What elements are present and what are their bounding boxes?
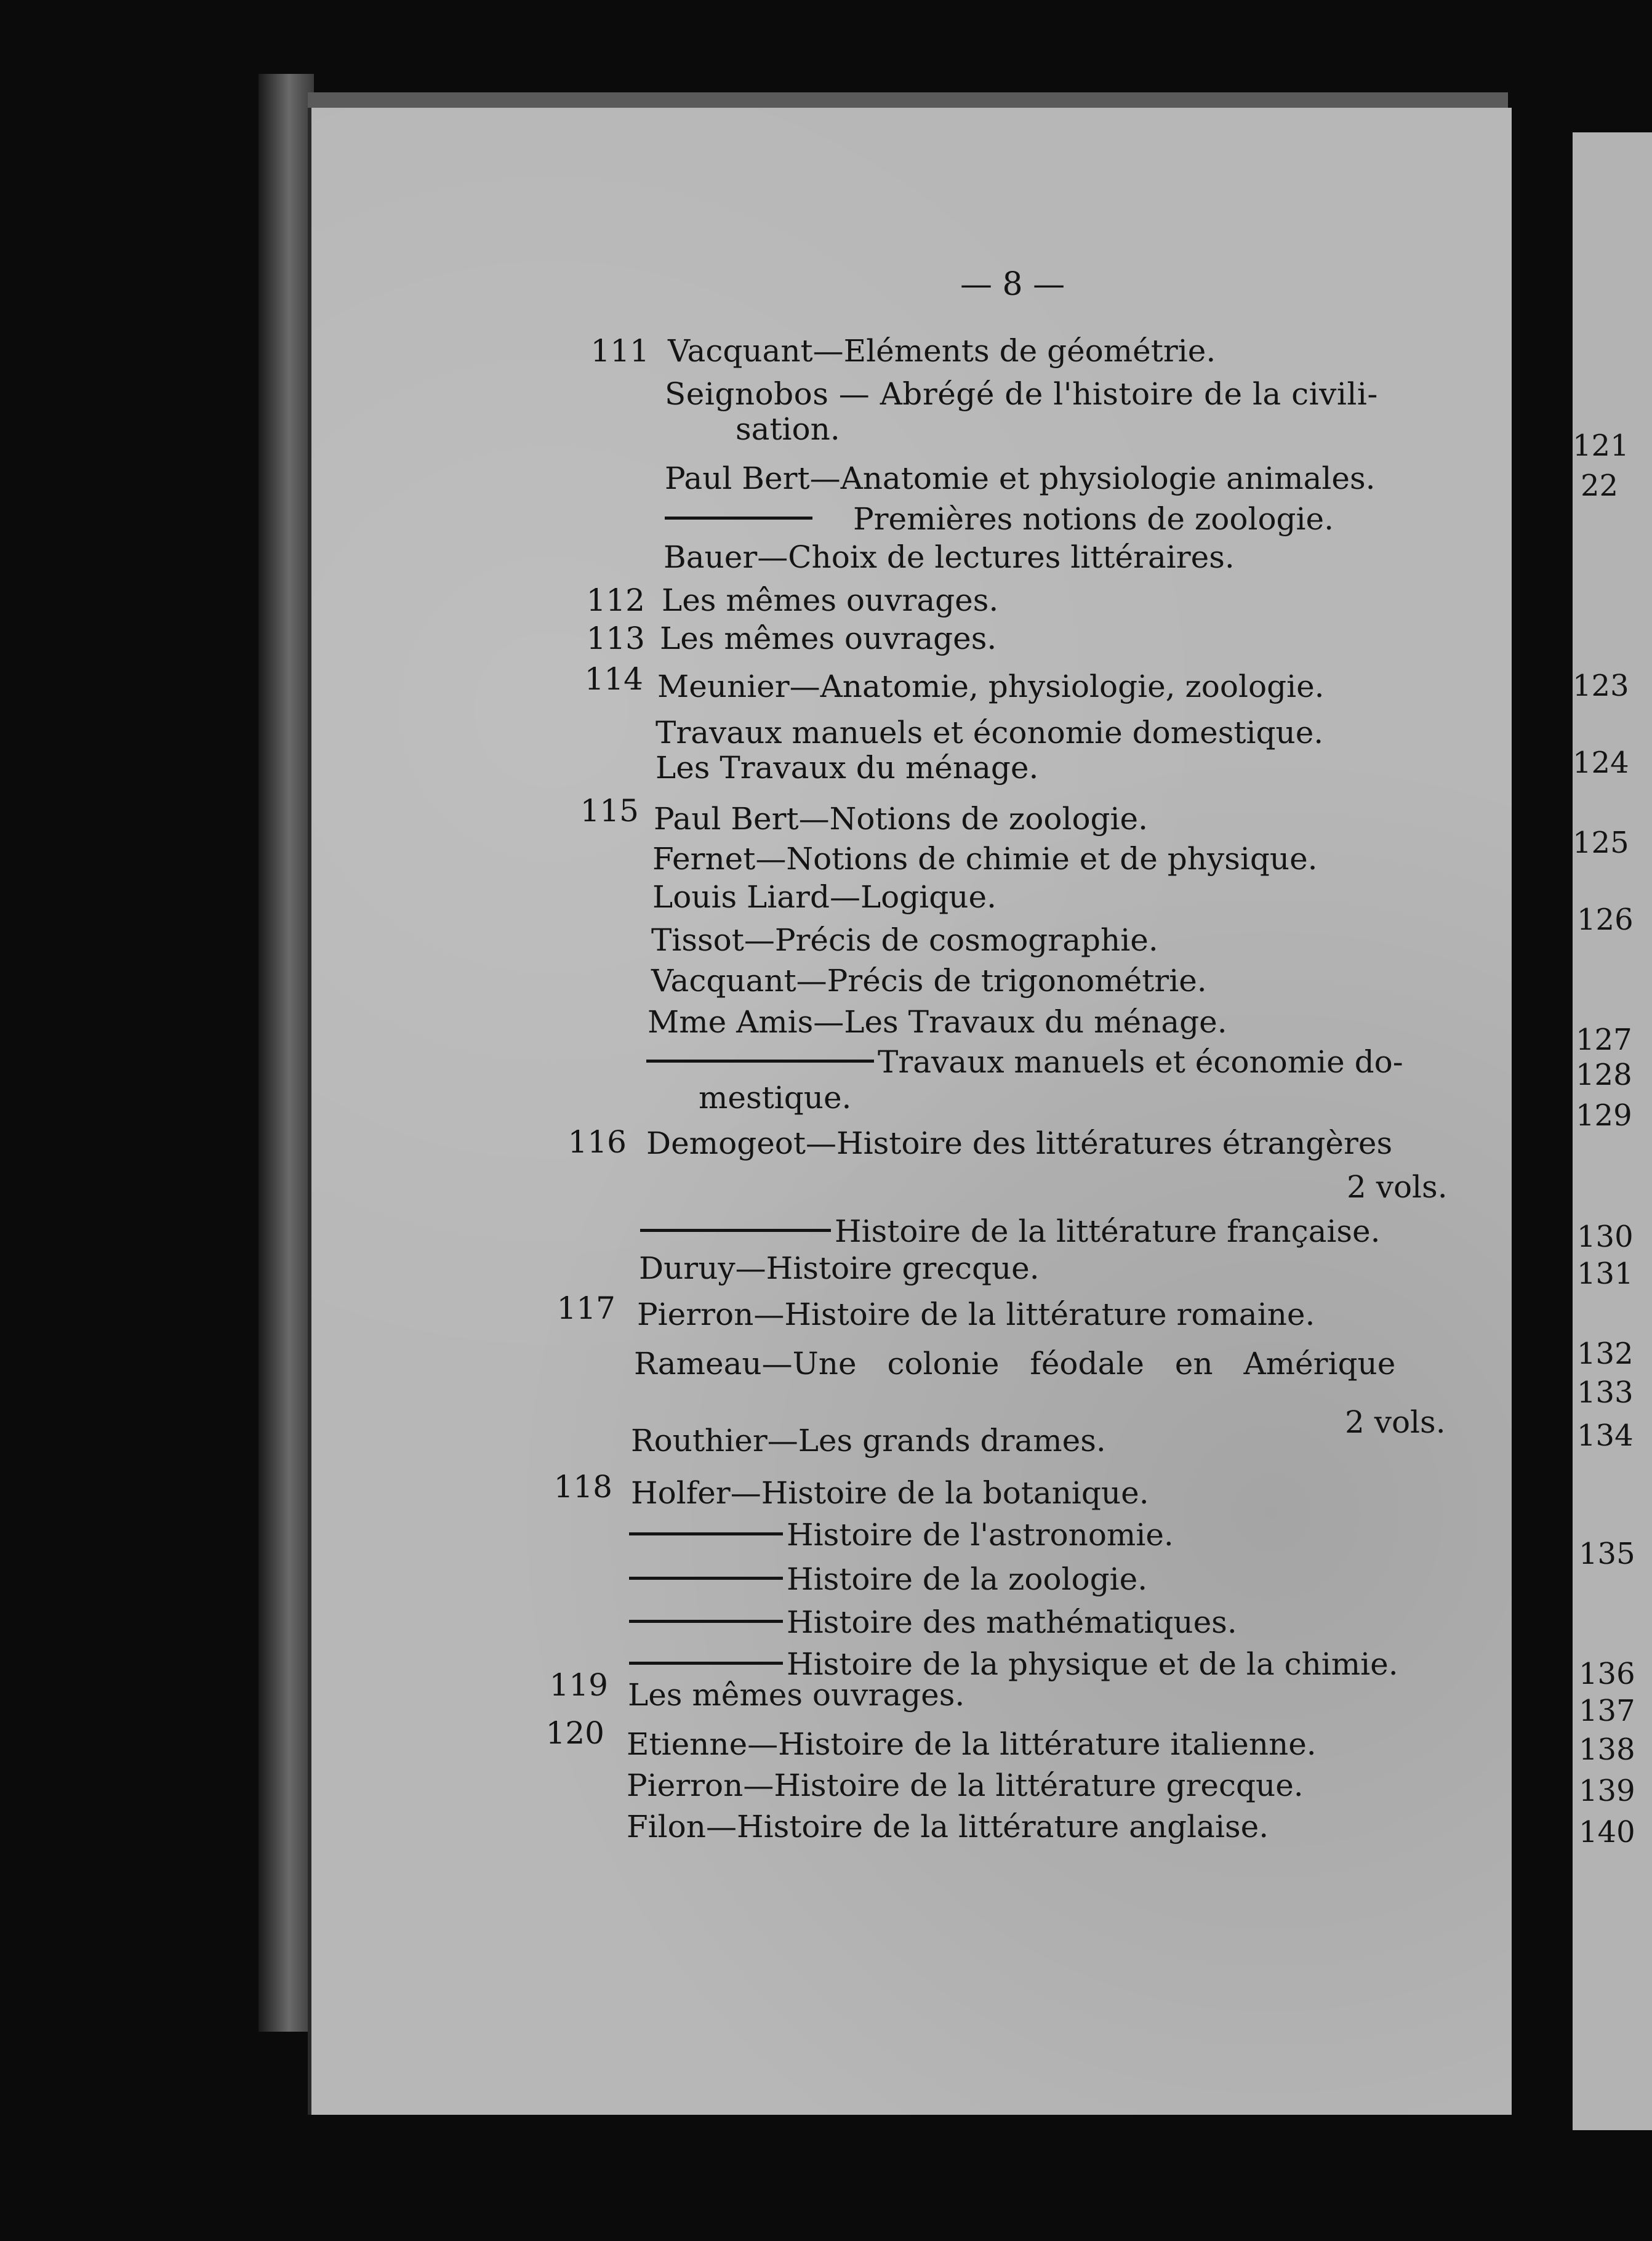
next-page-number: 139: [1579, 1774, 1635, 1808]
entry-line: 2 vols.: [1347, 1169, 1448, 1205]
entry-number-114: 114: [584, 661, 643, 697]
entry-line: Etienne—Histoire de la littérature italienne.: [627, 1726, 1317, 1762]
next-page-number: 134: [1577, 1418, 1634, 1453]
next-page-number: 140: [1579, 1815, 1635, 1849]
entry-line: Vacquant—Eléments de géométrie.: [668, 333, 1216, 369]
entry-line: Seignobos — Abrégé de l'histoire de la civili-: [665, 376, 1378, 412]
next-page-number: 125: [1573, 826, 1629, 860]
next-page-number: 127: [1576, 1023, 1632, 1057]
entry-line: Louis Liard—Logique.: [652, 879, 996, 915]
entry-line-ditto: Histoire des mathématiques.: [629, 1607, 1237, 1638]
entry-line: Filon—Histoire de la littérature anglaise.: [627, 1809, 1269, 1845]
entry-line: Les mêmes ouvrages.: [662, 582, 999, 618]
entry-line-ditto: Histoire de la zoologie.: [629, 1564, 1147, 1595]
entry-line: Paul Bert—Notions de zoologie.: [654, 801, 1149, 837]
next-page-number: 137: [1579, 1694, 1635, 1728]
entry-line: Tissot—Précis de cosmographie.: [651, 922, 1158, 958]
next-page-number: 136: [1579, 1657, 1635, 1691]
next-page-number: 124: [1573, 746, 1629, 780]
entry-line: Bauer—Choix de lectures littéraires.: [664, 539, 1235, 575]
next-page-number: 126: [1577, 903, 1634, 937]
entry-line: Les mêmes ouvrages.: [628, 1677, 965, 1713]
next-page-number: 130: [1577, 1220, 1634, 1254]
next-page-number: 132: [1577, 1337, 1634, 1371]
entry-line: Pierron—Histoire de la littérature romaine.: [637, 1297, 1315, 1332]
ditto-dash: [629, 1620, 783, 1623]
next-page-number: 129: [1576, 1098, 1632, 1133]
entry-line: Les Travaux du ménage.: [656, 750, 1039, 786]
entry-number-118: 118: [553, 1469, 612, 1505]
entry-line: 2 vols.: [1345, 1404, 1446, 1440]
ditto-dash: [665, 517, 812, 520]
entry-line: Fernet—Notions de chimie et de physique.: [652, 841, 1318, 877]
next-page-number: 22: [1581, 469, 1619, 503]
entry-number-116: 116: [567, 1124, 627, 1160]
entry-number-119: 119: [549, 1667, 608, 1703]
ditto-dash: [629, 1662, 783, 1665]
entry-line: Vacquant—Précis de trigonométrie.: [651, 963, 1207, 999]
entry-line: Les mêmes ouvrages.: [660, 621, 997, 656]
entry-line-ditto: Histoire de l'astronomie.: [629, 1519, 1174, 1550]
entry-line: Routhier—Les grands drames.: [631, 1423, 1106, 1458]
entry-line: Travaux manuels et économie domestique.: [656, 715, 1324, 750]
entry-line: Rameau—Une colonie féodale en Amérique: [634, 1346, 1396, 1382]
entry-line: Duruy—Histoire grecque.: [639, 1250, 1040, 1286]
page-edge-shadow: [259, 74, 314, 2032]
entry-line: sation.: [736, 411, 840, 447]
entry-line-ditto: Histoire de la physique et de la chimie.: [629, 1649, 1398, 1680]
next-page-number: 138: [1579, 1732, 1635, 1767]
entry-line: Demogeot—Histoire des littératures étrangères: [646, 1125, 1393, 1161]
entry-number-120: 120: [545, 1715, 604, 1751]
ditto-dash: [646, 1060, 874, 1063]
next-page-number: 123: [1573, 669, 1629, 703]
page-number: — 8 —: [960, 266, 1065, 303]
next-page-number: 135: [1579, 1537, 1635, 1571]
entry-line: Mme Amis—Les Travaux du ménage.: [648, 1004, 1227, 1040]
entry-line: Meunier—Anatomie, physiologie, zoologie.: [657, 669, 1325, 704]
entry-line: mestique.: [699, 1080, 852, 1116]
entry-line-ditto: Travaux manuels et économie do-: [646, 1047, 1403, 1077]
entry-number-117: 117: [556, 1290, 615, 1326]
next-page-number: 128: [1576, 1058, 1632, 1092]
ditto-dash: [629, 1532, 783, 1535]
ditto-dash: [629, 1577, 783, 1580]
entry-line: Holfer—Histoire de la botanique.: [631, 1475, 1149, 1511]
entry-number-115: 115: [580, 793, 639, 829]
entry-number-113: 113: [586, 621, 645, 656]
next-page-number: 121: [1573, 428, 1629, 463]
entry-line-ditto: Histoire de la littérature française.: [640, 1216, 1381, 1247]
entry-line-ditto: Premières notions de zoologie.: [665, 504, 1334, 534]
entry-line: Pierron—Histoire de la littérature grecque.: [627, 1768, 1304, 1803]
entry-number-112: 112: [586, 582, 645, 618]
ditto-dash: [640, 1229, 831, 1232]
next-page-number: 131: [1577, 1257, 1634, 1291]
entry-line: Paul Bert—Anatomie et physiologie animales.: [665, 461, 1376, 496]
next-page-number: 133: [1577, 1375, 1634, 1410]
entry-number-111: 111: [590, 333, 649, 369]
